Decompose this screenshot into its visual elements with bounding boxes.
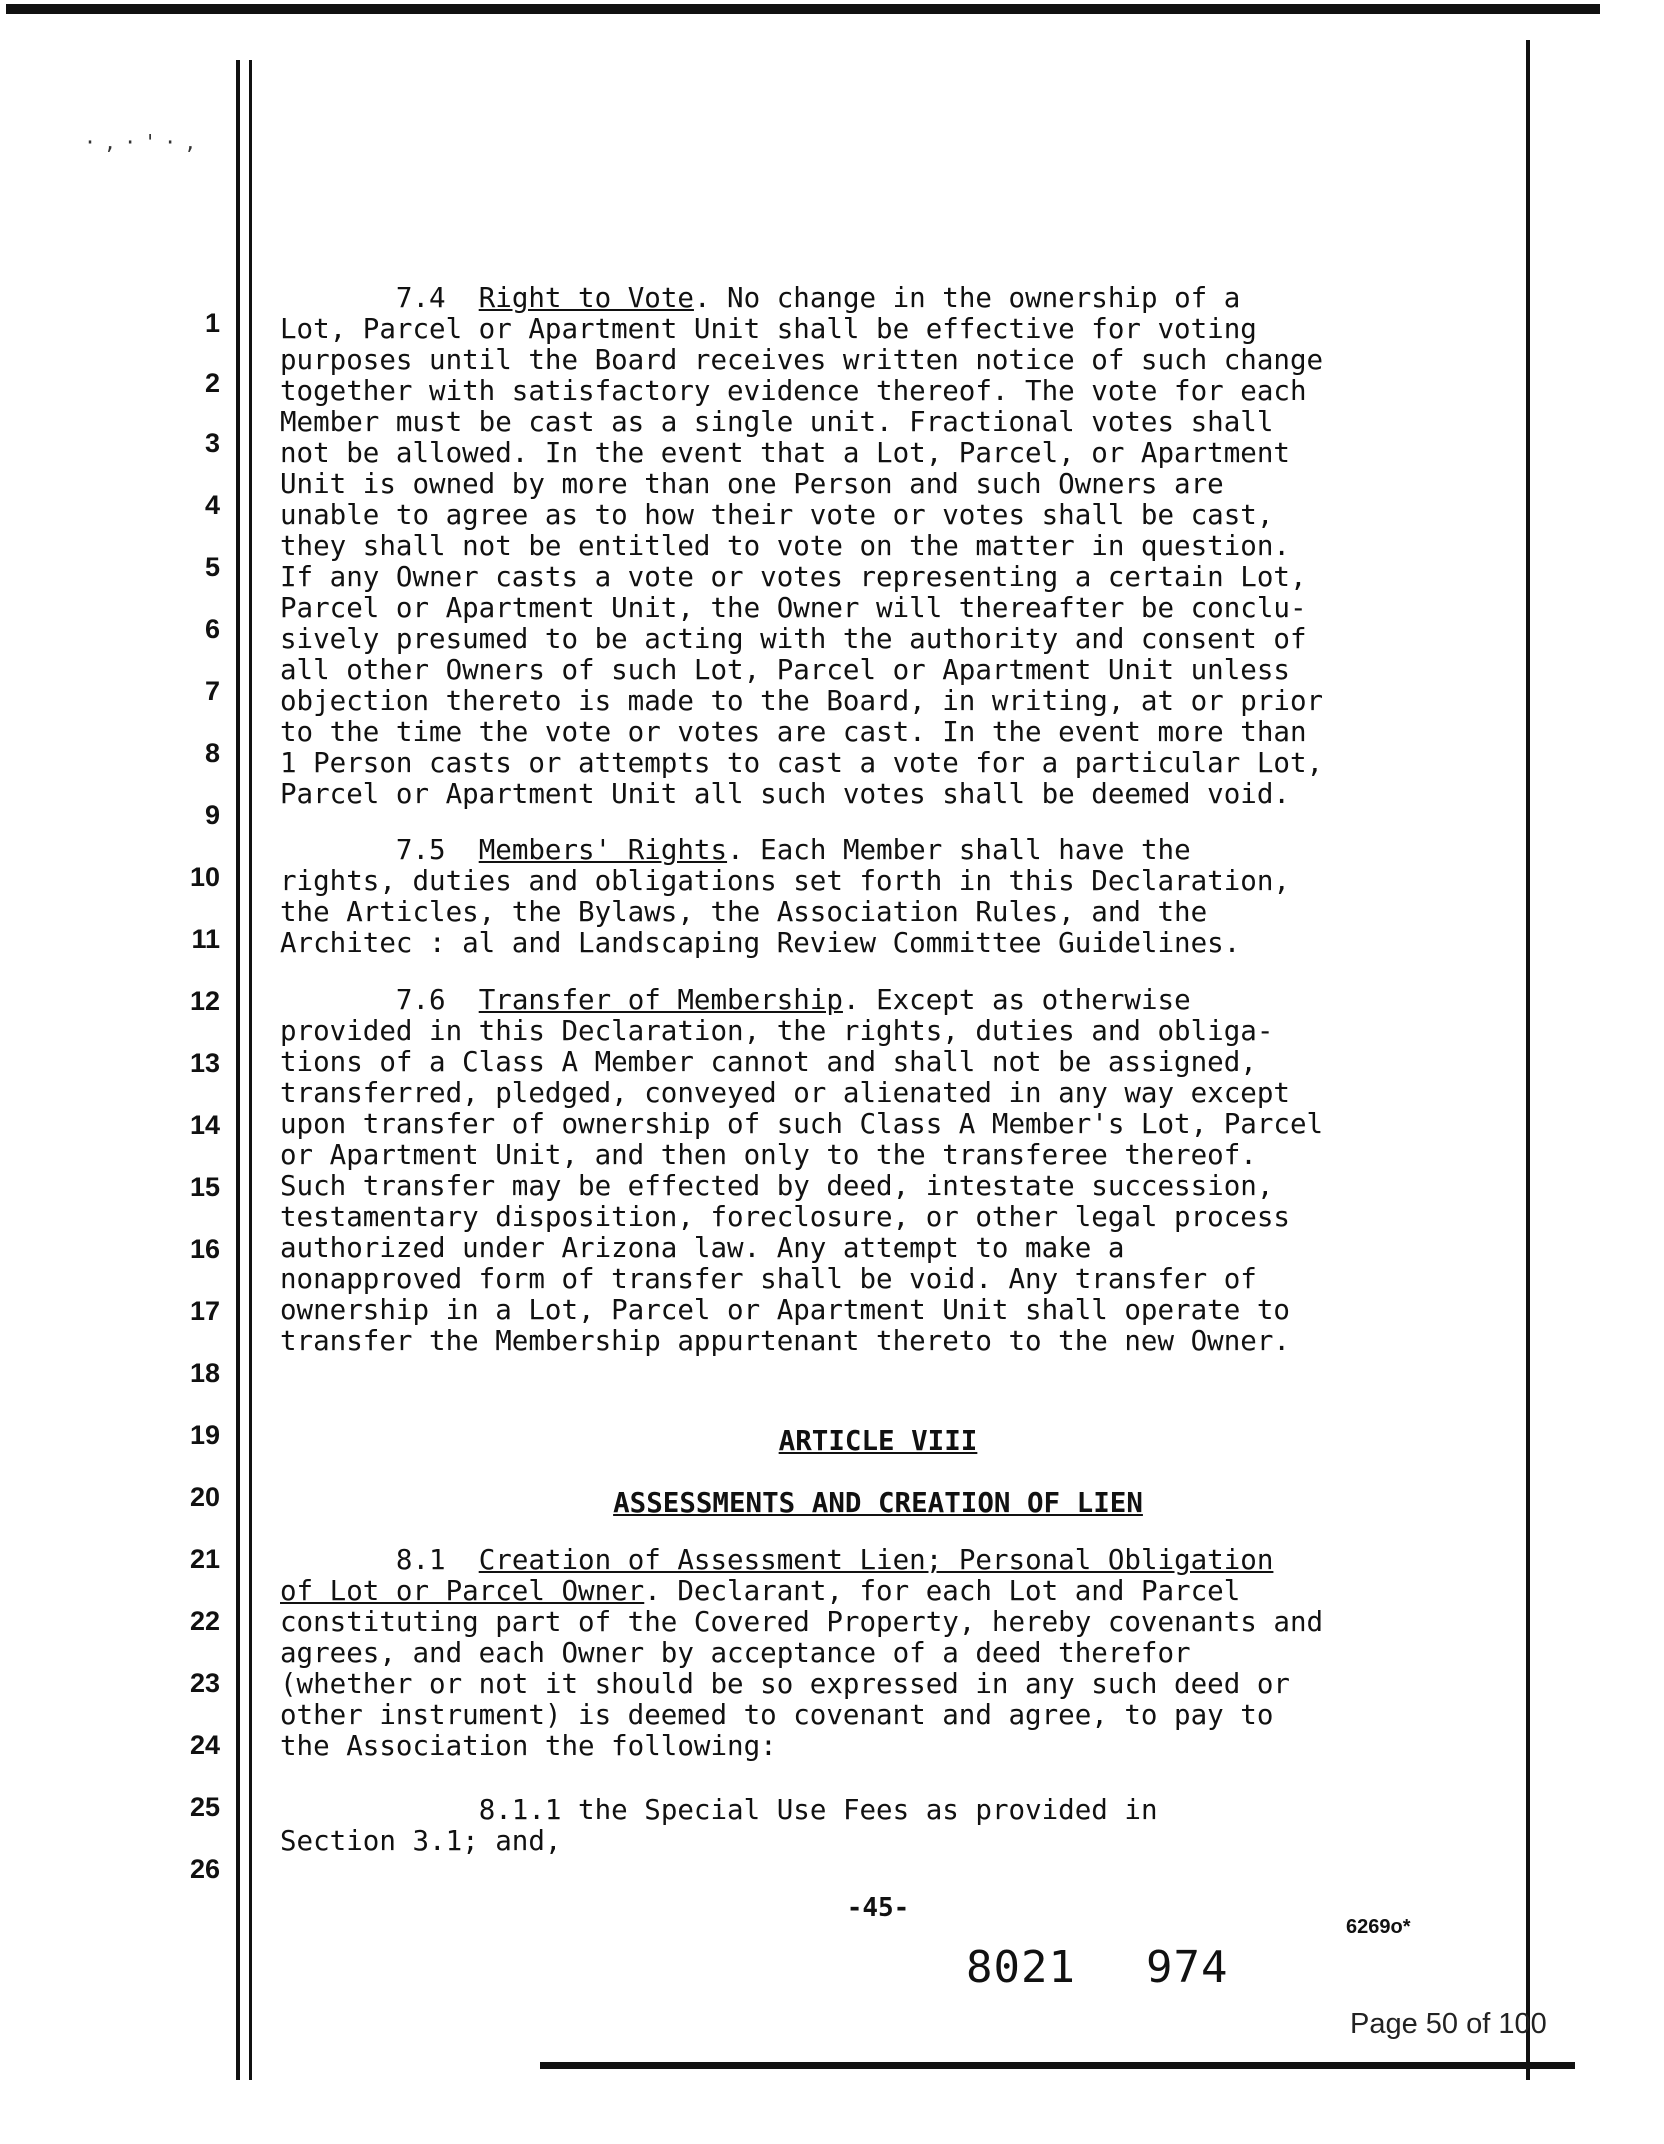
book-page-number: 974	[1145, 1942, 1229, 1993]
page-indicator: Page 50 of 100	[1350, 2008, 1547, 2040]
line-number: 26	[189, 1854, 220, 1884]
article-subheading: ASSESSMENTS AND CREATION OF LIEN	[613, 1487, 1143, 1519]
line-number: 15	[189, 1172, 220, 1202]
section-8-1-1	[280, 1795, 1476, 1857]
line-number: 25	[189, 1792, 220, 1822]
article-heading: ARTICLE VIII	[778, 1425, 978, 1457]
line-number: 6	[204, 614, 220, 644]
line-number: 7	[204, 676, 220, 706]
section-number: 7.6	[395, 984, 446, 1016]
section-body: . Declarant, for each Lot and Parcel constituting part of the Covered Property, hereby covenants and agrees, and each Owner by acceptance of a deed therefor (whether or not it should be so expressed in any such deed or other instrument) is deemed to covenant and agree, to pay to the Association the following:	[280, 1575, 1324, 1762]
section-7-5	[280, 835, 1476, 959]
section-body: the Special Use Fees as provided in Section 3.1; and,	[280, 1794, 1158, 1857]
section-number: 7.5	[395, 834, 446, 866]
line-number: 1	[204, 308, 220, 338]
section-body: . Each Member shall have the rights, duties and obligations set forth in this Declaration, the Articles, the Bylaws, the Association Rules, and the Architec : al and Landscaping Review Committee Guidelines.	[280, 834, 1290, 959]
section-body: . No change in the ownership of a Lot, Parcel or Apartment Unit shall be effective for voting purposes until the Board receives written notice of such change together with satisfactory evidence thereof. The vote for each Member must be cast as a single unit. Fractional votes shall not be allowed. In the event that a Lot, Parcel, or Apartment Unit is owned by more than one Person and such Owners are unable to agree as to how their vote or votes shall be cast, they shall not be entitled to vote on the matter in question. If any Owner casts a vote or votes representing a certain Lot, Parcel or Apartment Unit, the Owner will thereafter be conclu- sively presumed to be acting with the authority and consent of all other Owners of such Lot, Parcel or Apartment Unit unless objection thereto is made to the Board, in writing, at or prior to the time the vote or votes are cast. In the event more than 1 Person casts or attempts to cast a vote for a particular Lot, Parcel or Apartment Unit all such votes shall be deemed void.	[280, 282, 1324, 810]
section-number: 8.1.1	[478, 1794, 562, 1826]
line-number: 22	[189, 1606, 220, 1636]
section-title: Members' Rights	[478, 834, 728, 866]
line-number: 8	[204, 738, 220, 768]
section-7-6	[280, 985, 1476, 1357]
section-title: Right to Vote	[478, 282, 694, 314]
section-body: . Except as otherwise provided in this Declaration, the rights, duties and obliga- tions of a Class A Member cannot and shall not be assigned, transferred, pledged, conveyed or alienated in any way except upon transfer of ownership of such Class A Member's Lot, Parcel or Apartment Unit, and then only to the transferee thereof. Such transfer may be effected by deed, intestate succession, testamentary disposition, foreclosure, or other legal process authorized under Arizona law. Any attempt to make a nonapproved form of transfer shall be void. Any transfer of ownership in a Lot, Parcel or Apartment Unit shall operate to transfer the Membership appurtenant thereto to the new Owner.	[280, 984, 1324, 1357]
line-number: 5	[204, 552, 220, 582]
section-title-line1: Creation of Assessment Lien; Personal Obligation	[478, 1544, 1274, 1576]
section-8-1	[280, 1545, 1476, 1762]
line-number: 4	[204, 490, 220, 520]
section-7-4	[280, 283, 1476, 810]
line-number: 19	[189, 1420, 220, 1450]
line-number: 23	[189, 1668, 220, 1698]
line-number: 9	[204, 800, 220, 830]
line-number: 24	[189, 1730, 220, 1760]
bottom-border	[540, 2062, 1575, 2069]
line-number: 20	[189, 1482, 220, 1512]
section-number: 8.1	[395, 1544, 446, 1576]
line-number: 18	[189, 1358, 220, 1388]
document-code: 6269o*	[1346, 1916, 1411, 1938]
line-number: 11	[191, 924, 220, 954]
line-number: 16	[189, 1234, 220, 1264]
book-number: 8021	[966, 1942, 1076, 1993]
line-number: 13	[189, 1048, 220, 1078]
line-number: 10	[189, 862, 220, 892]
scan-specks: ·,·'·,	[84, 130, 205, 154]
line-number: 12	[189, 986, 220, 1016]
top-border	[6, 4, 1600, 14]
left-margin-rule-inner	[249, 60, 252, 2080]
line-number: 3	[204, 428, 220, 458]
right-margin-rule	[1526, 40, 1530, 2080]
section-title: Transfer of Membership	[478, 984, 843, 1016]
section-title-line2: of Lot or Parcel Owner	[280, 1575, 645, 1607]
page-number: -45-	[846, 1893, 910, 1923]
recording-number	[966, 1942, 1298, 1993]
line-number: 2	[204, 368, 220, 398]
line-number: 21	[189, 1544, 220, 1574]
left-margin-rule	[236, 60, 240, 2080]
section-number: 7.4	[395, 282, 446, 314]
line-number: 14	[189, 1110, 220, 1140]
line-number: 17	[189, 1296, 220, 1326]
